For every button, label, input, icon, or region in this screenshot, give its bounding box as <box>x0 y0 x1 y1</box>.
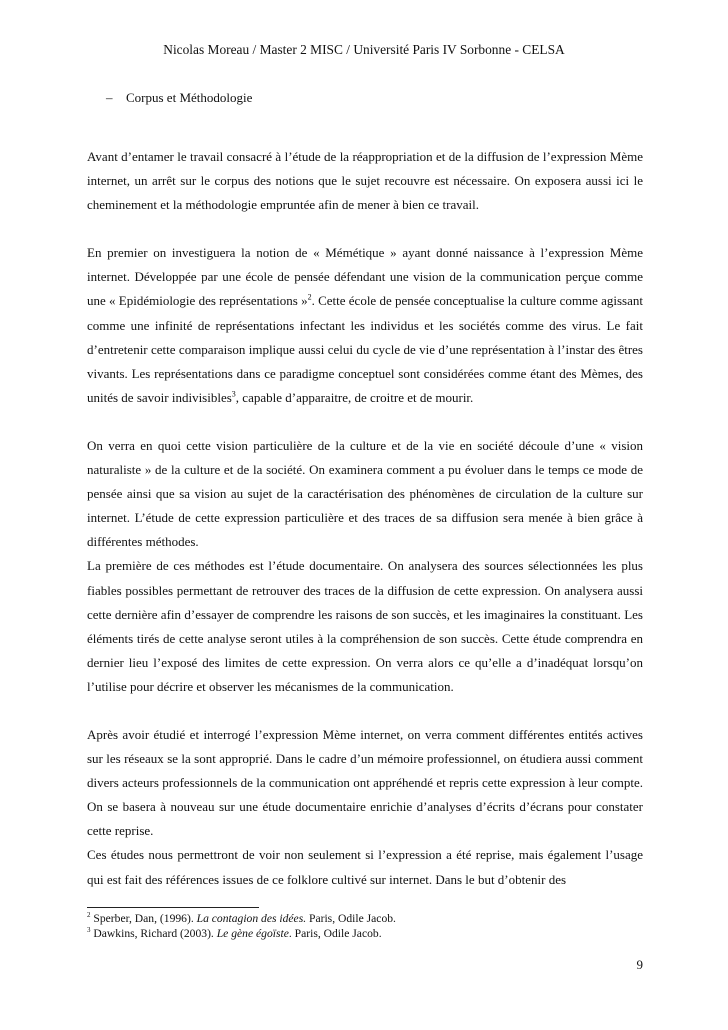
footnote-separator <box>87 907 259 908</box>
paragraph-2-part-b: . Cette école de pensée conceptualise la culture comme agissant comme une infinité de représentations infectant les individus et les sociétés comme des virus. Le fait d’entretenir cette comparaison implique aussi celui du cycle de vie d’une représentation à l’instar des êtres vivants. Les représentations dans ce paradigme conceptuel sont considérées comme étant des Mèmes, des unités de savoir indivisibles <box>87 293 643 405</box>
paragraph-3: On verra en quoi cette vision particulière de la culture et de la vie en société découle d’une « vision naturaliste » de la culture et de la société. On examinera comment a pu évoluer dans le temps ce mode de pensée ainsi que sa vision au sujet de la caractérisation des phénomènes de circulation de la culture sur internet. L’étude de cette expression particulière et des traces de sa diffusion sera menée à bien grâce à différentes méthodes. <box>87 437 643 550</box>
footnote-title: La contagion des idées. <box>196 912 307 925</box>
paragraph-4: La première de ces méthodes est l’étude documentaire. On analysera des sources sélectionnées les plus fiables possibles permettant de retrouver des traces de la diffusion de cette expression. On analysera aussi cette dernière afin d’essayer de comprendre les raisons de son succès, et les imaginaires la constituant. Les éléments tirés de cette analyse seront utiles à la compréhension de son succès. Cette étude comprendra en dernier lieu l’exposé des limites de cette expression. On verra alors ce qu’elle a d’inadéquat lorsqu’on l’utilise pour décrire et observer les mécanismes de la communication. <box>87 558 643 694</box>
footnote-2 <box>87 911 643 926</box>
section-heading <box>106 90 252 106</box>
footnote-number: 3 <box>87 926 91 935</box>
paragraph-2 <box>87 241 643 410</box>
footnote-number: 2 <box>87 911 91 920</box>
footnote-text: . Paris, Odile Jacob. <box>288 927 382 940</box>
paragraph-2-part-a: En premier on investiguera la notion de « Mémétique » ayant donné naissance à l’expression Mème internet. Développée par une école de pensée défendant une vision de la communication perçue comme une « Epidémiologie des représentations » <box>87 245 643 309</box>
section-dash: – <box>106 90 113 105</box>
paragraph-5: Après avoir étudié et interrogé l’expression Mème internet, on verra comment différentes entités actives sur les réseaux se la sont approprié. Dans le cadre d’un mémoire professionnel, on étudiera aussi comment divers acteurs professionnels de la communication ont appréhendé et repris cette expression à leur compte. On se basera à nouveau sur une étude documentaire enrichie d’analyses d’écrits d’écrans pour constater cette reprise. <box>87 726 643 839</box>
running-header: Nicolas Moreau / Master 2 MISC / Université Paris IV Sorbonne - CELSA <box>163 42 565 57</box>
paragraph-6: Ces études nous permettront de voir non seulement si l’expression a été reprise, mais également l’usage qui est fait des références issues de ce folklore cultivé sur internet. Dans le but d’obtenir des <box>87 847 643 887</box>
footnote-text: Sperber, Dan, (1996). <box>93 912 197 925</box>
footnote-title: Le gène égoïste <box>216 927 289 940</box>
footnote-text: Dawkins, Richard (2003). <box>93 927 217 940</box>
footnote-3 <box>87 926 643 941</box>
footnote-ref-2: 2 <box>307 293 312 303</box>
page-number: 9 <box>636 957 643 972</box>
paragraph-1: Avant d’entamer le travail consacré à l’étude de la réappropriation et de la diffusion de l’expression Mème internet, un arrêt sur le corpus des notions que le sujet recouvre est nécessaire. On exposera aussi ici le cheminement et la méthodologie empruntée afin de mener à bien ce travail. <box>87 149 643 213</box>
footnote-text: Paris, Odile Jacob. <box>306 912 396 925</box>
body-text <box>87 145 643 892</box>
section-title: Corpus et Méthodologie <box>126 90 253 105</box>
footnotes <box>87 911 643 941</box>
paragraph-2-part-c: , capable d’apparaitre, de croitre et de mourir. <box>235 389 474 405</box>
footnote-ref-3: 3 <box>231 389 236 399</box>
